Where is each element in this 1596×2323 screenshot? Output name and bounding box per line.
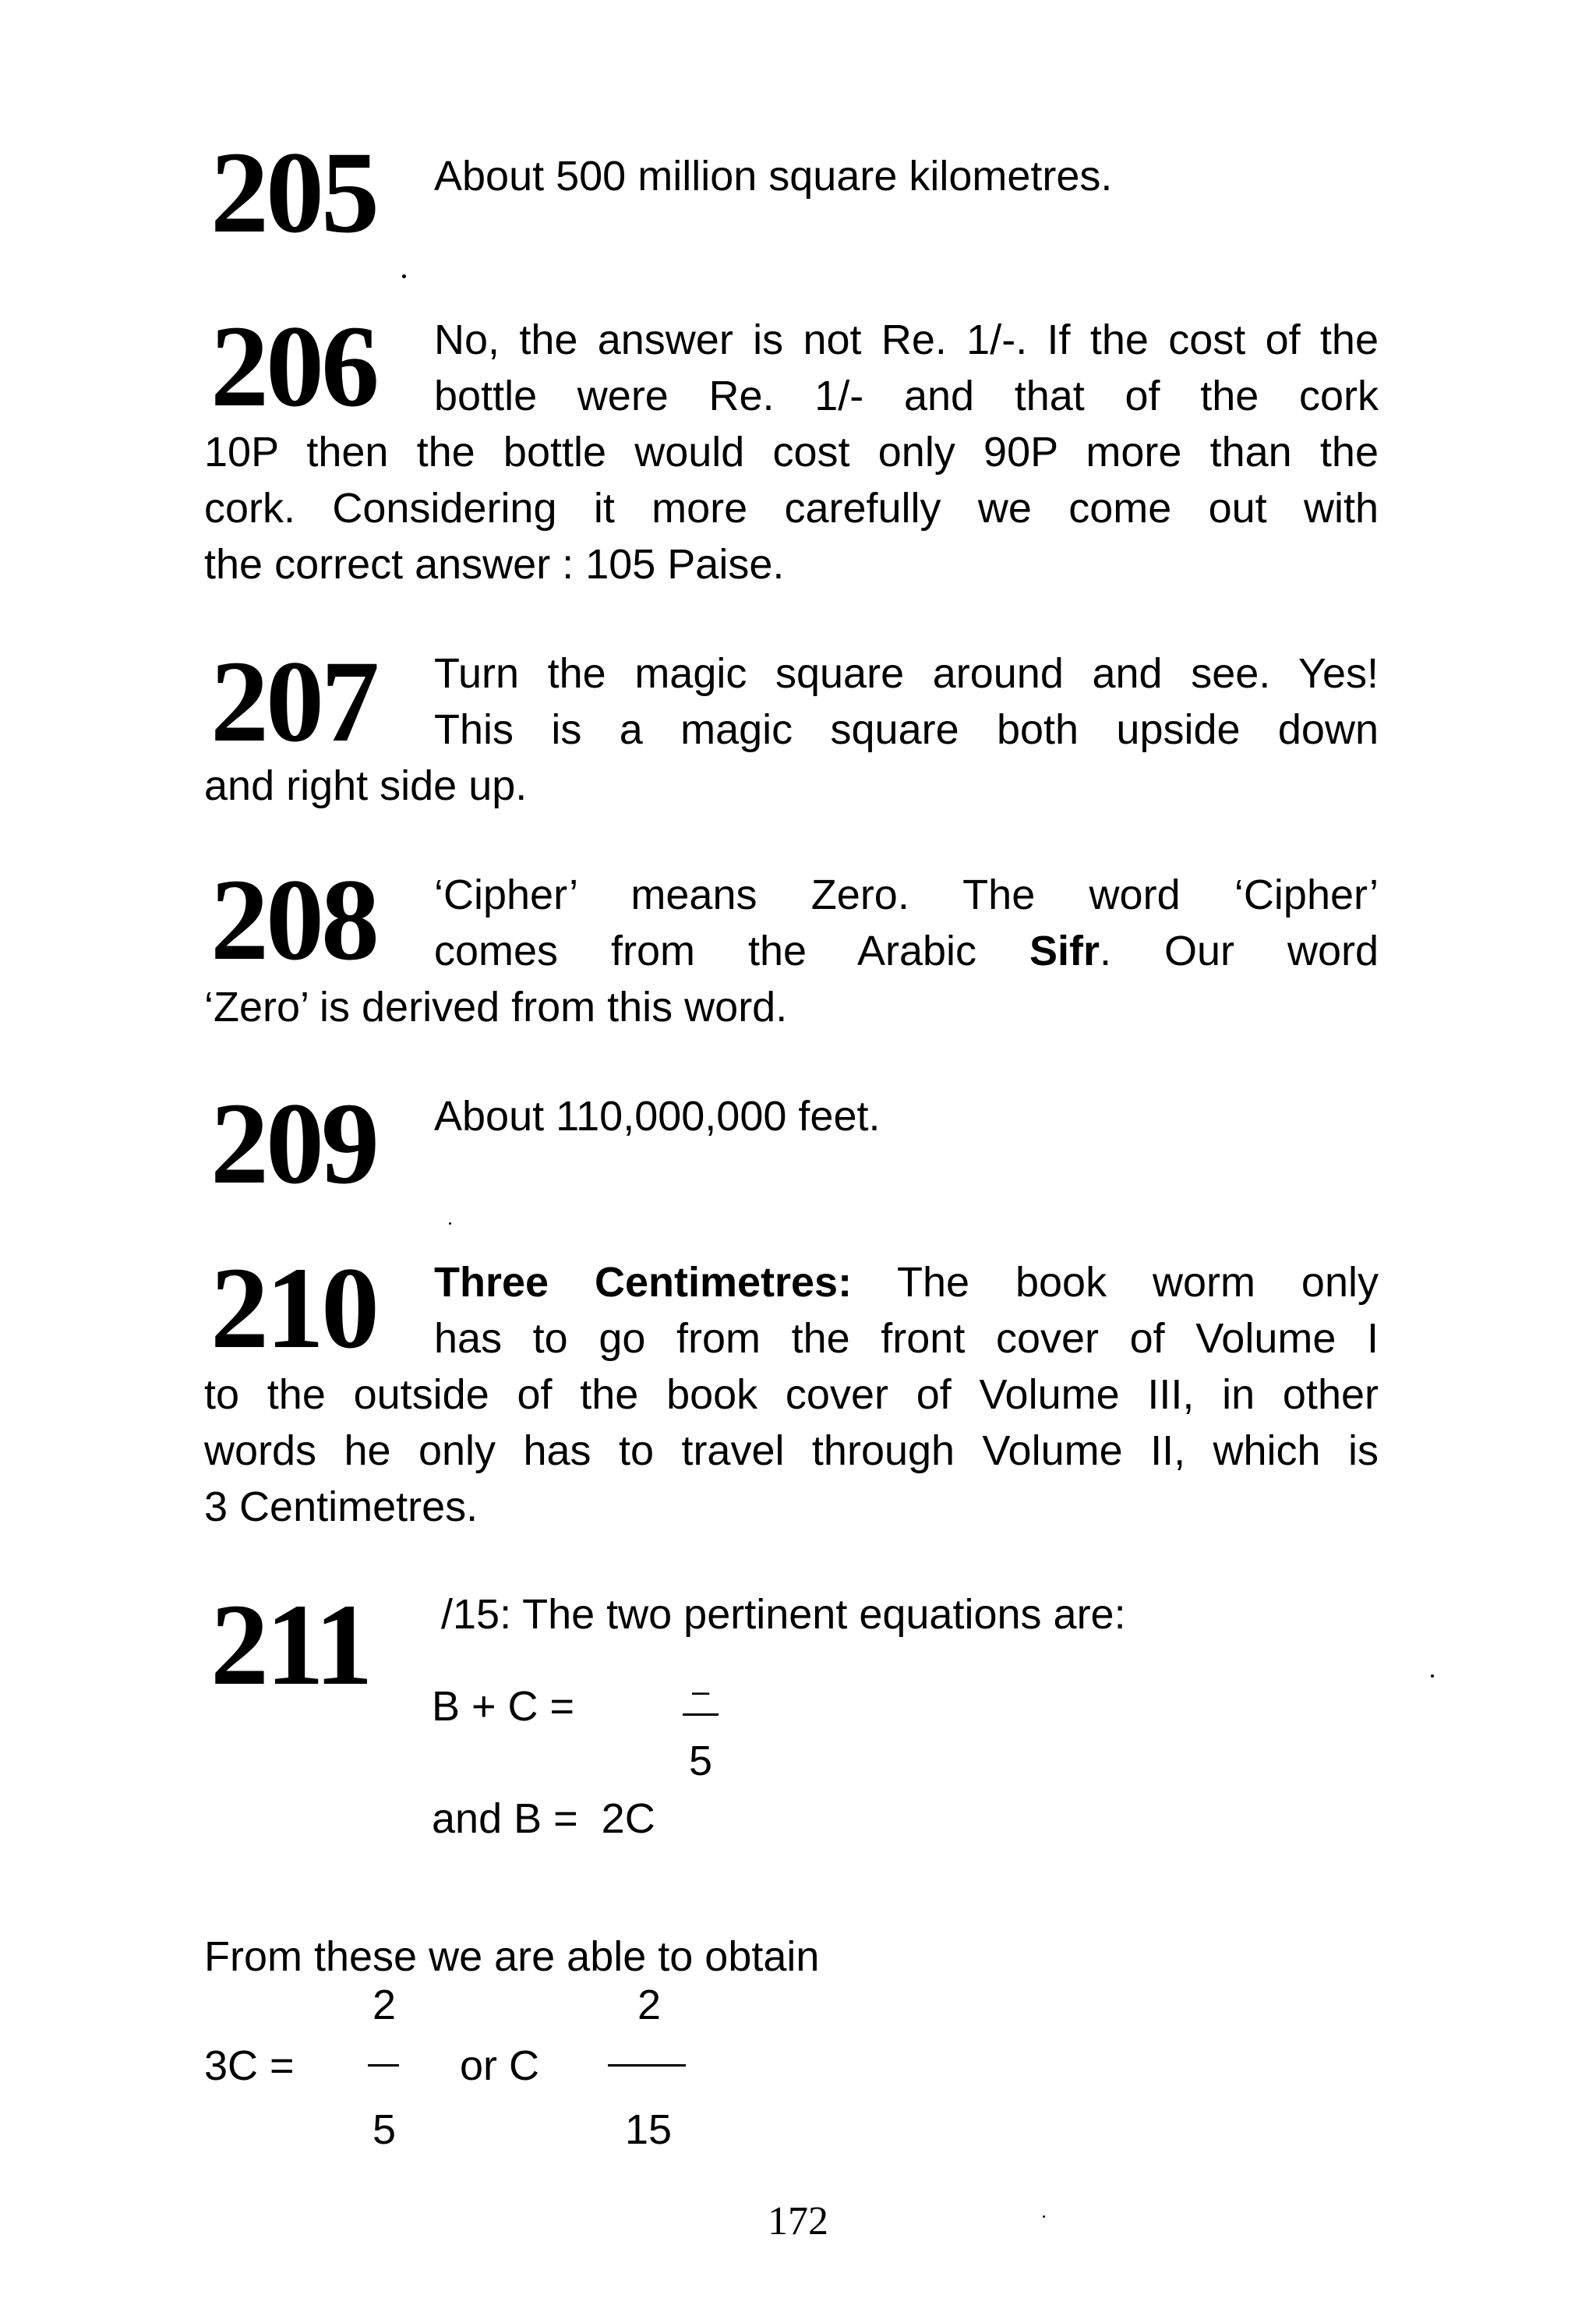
equation-3-fraction-bar-1 (368, 2064, 399, 2067)
answer-208-term-sifr: Sifr (1029, 928, 1100, 974)
equation-3-denominator-1: 5 (373, 2106, 397, 2153)
answer-number-210: 210 (210, 1243, 376, 1373)
page-number: 172 (768, 2199, 828, 2243)
answer-210-line-1-rest: The book worm only (852, 1259, 1379, 1306)
answer-210-line-2: has to go from the front cover of Volume I (434, 1315, 1379, 1362)
equation-3-numerator-2: 2 (637, 1982, 662, 2028)
answer-208-line-3: ‘Zero’ is derived from this word. (204, 984, 788, 1031)
equation-1-fraction-bar (683, 1713, 719, 1716)
answer-number-211: 211 (210, 1580, 370, 1710)
answer-208-line-1: ‘Cipher’ means Zero. The word ‘Cipher’ (434, 872, 1379, 918)
answer-207-line-3: and right side up. (204, 762, 528, 809)
equation-1-denominator: 5 (689, 1738, 713, 1784)
answer-206-line-2: bottle were Re. 1/- and that of the cork (434, 373, 1379, 419)
answer-210-line-5: 3 Centimetres. (204, 1483, 478, 1530)
answer-208-line-2-start: comes from the Arabic (434, 928, 1029, 974)
speck (402, 274, 406, 278)
answer-211-intro: /15: The two pertinent equations are: (441, 1591, 1126, 1638)
equation-2: and B = 2C (432, 1795, 655, 1842)
answer-210-line-4: words he only has to travel through Volume II, which is (204, 1427, 1379, 1474)
equation-3-left: 3C = (204, 2042, 295, 2089)
speck (449, 1222, 451, 1225)
speck (1431, 1674, 1434, 1678)
answer-208-line-2 (434, 923, 1379, 979)
equation-3-middle: or C (460, 2042, 540, 2089)
answer-210-bold-lead: Three Centimetres: (434, 1259, 853, 1306)
answer-number-206: 206 (210, 302, 376, 431)
answer-206-line-4: cork. Considering it more carefully we come out with (204, 485, 1379, 532)
equation-3-numerator-1: 2 (373, 1982, 397, 2028)
answer-210-line-3: to the outside of the book cover of Volume III, in other (204, 1371, 1379, 1418)
answer-205-text: About 500 million square kilometres. (434, 153, 1113, 200)
answer-211-derivation-text: From these we are able to obtain (204, 1933, 820, 1980)
equation-3-denominator-2: 15 (625, 2106, 673, 2153)
answer-number-207: 207 (210, 637, 376, 766)
answer-207-line-1: Turn the magic square around and see. Yes! (434, 650, 1379, 697)
equation-1-numerator: – (692, 1674, 710, 1709)
equation-1-left: B + C = (432, 1683, 575, 1730)
answer-208-line-2-end: . Our word (1100, 928, 1379, 974)
answer-number-205: 205 (210, 128, 376, 257)
equation-3-fraction-bar-2 (608, 2064, 686, 2067)
answer-206-line-1: No, the answer is not Re. 1/-. If the cost of the (434, 316, 1379, 363)
answer-206-line-5: the correct answer : 105 Paise. (204, 541, 785, 588)
answer-number-208: 208 (210, 855, 376, 985)
answer-209-text: About 110,000,000 feet. (434, 1093, 881, 1140)
answer-207-line-2: This is a magic square both upside down (434, 706, 1379, 753)
answer-number-209: 209 (210, 1079, 376, 1208)
answer-210-line-1 (434, 1254, 1379, 1310)
answer-206-line-3: 10P then the bottle would cost only 90P more than the (204, 429, 1379, 476)
